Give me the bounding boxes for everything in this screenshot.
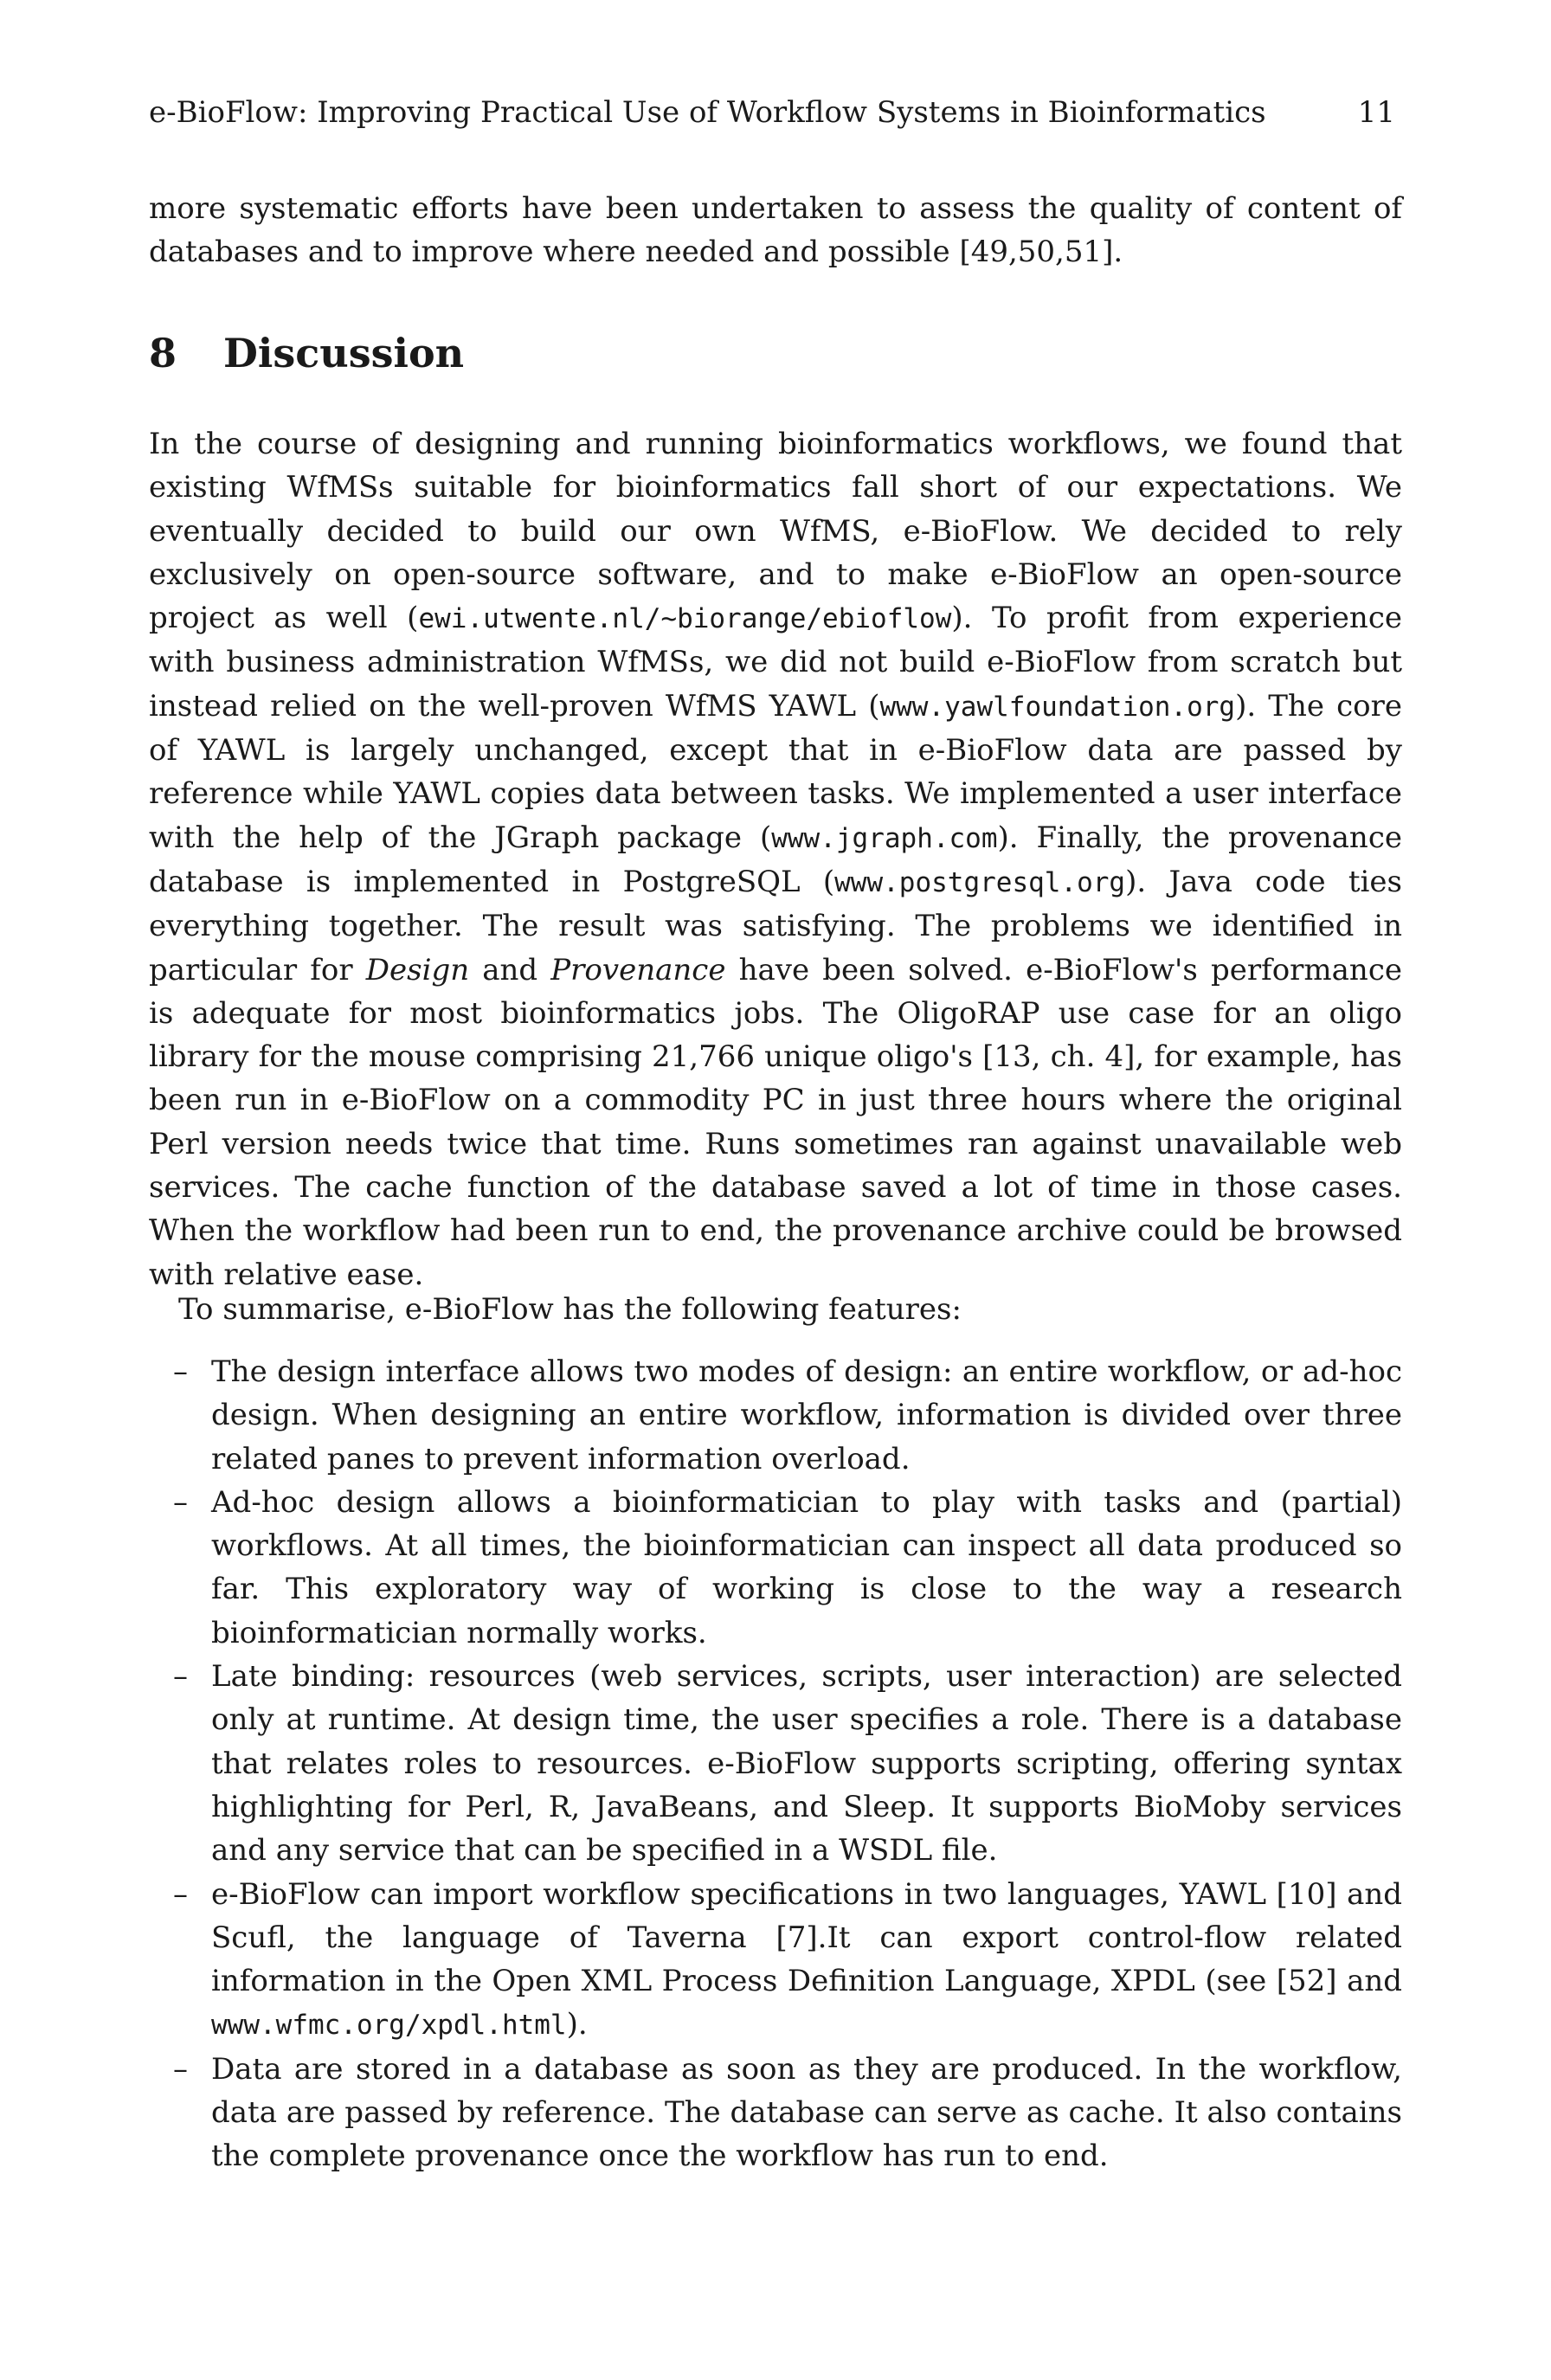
postgresql-url: www.postgresql.org — [834, 866, 1126, 898]
feature-late-binding: Late binding: resources (web services, scripts, user interaction) are selected only at runtime. At design time, the user specifies a role. There is a database that relates roles to resources. e-BioFlow supports scripting, offering syntax highlighting for Perl, R, JavaBeans, and Sleep. It supports BioMoby services and any service that can be specified in a WSDL file. — [211, 1659, 1402, 1869]
section-heading — [149, 327, 464, 379]
para1-text-6: and — [469, 952, 551, 987]
feature-list — [149, 1350, 1402, 2178]
para1-text-4: ). Finally, the provenance database is implemented in PostgreSQL ( — [149, 820, 1402, 899]
xpdl-url: www.wfmc.org/xpdl.html — [211, 2010, 567, 2042]
provenance-emphasis: Provenance — [550, 952, 726, 987]
yawl-url: www.yawlfoundation.org — [879, 691, 1236, 723]
para1-text-3: ). The core of YAWL is largely unchanged, except that in e-BioFlow data are passed by reference while YAWL copies data between tasks. We implemented a user interface with the help of the JGraph package ( — [149, 688, 1402, 855]
discussion-paragraph — [149, 422, 1402, 1296]
jgraph-url: www.jgraph.com — [771, 822, 998, 854]
section-title: Discussion — [223, 330, 465, 376]
para1-text-5: ). Java code ties everything together. The result was satisfying. The problems we identified in particular for — [149, 864, 1402, 987]
running-header — [149, 95, 1395, 130]
list-dash: – — [173, 1484, 188, 1520]
feature-ad-hoc-design: Ad-hoc design allows a bioinformatician to play with tasks and (partial) workflows. At all times, the bioinformatician can inspect all data produced so far. This exploratory way of working is close to the way a research bioinformatician normally works. — [211, 1484, 1402, 1650]
list-item — [149, 2048, 1402, 2178]
section-number: 8 — [149, 330, 177, 376]
design-emphasis: Design — [365, 952, 470, 987]
feature-data-storage: Data are stored in a database as soon as they are produced. In the workflow, data are passed by reference. The database can serve as cache. It also contains the complete provenance once the workflow has run to end. — [211, 2051, 1402, 2174]
intro-paragraph: more systematic efforts have been undertaken to assess the quality of content of databases and to improve where needed and possible [49,50,51]. — [149, 191, 1402, 270]
list-dash: – — [173, 2051, 188, 2087]
feature-import-export-end: ). — [566, 2007, 588, 2042]
para1-text-7: have been solved. e-BioFlow's performance is adequate for most bioinformatics jobs. The OligoRAP use case for an oligo library for the mouse comprising 21,766 unique oligo's [13, ch. 4], for example, has been run in e-BioFlow on a commodity PC in just three hours where the original Perl version needs twice that time. Runs sometimes ran against unavailable web services. The cache function of the database saved a lot of time in those cases. When the workflow had been run to end, the provenance archive could be browsed with relative ease. — [149, 952, 1402, 1292]
feature-import-export: e-BioFlow can import workflow specifications in two languages, YAWL [10] and Scufl, the language of Taverna [7].It can export control-flow related information in the Open XML Process Definition Language, XPDL (see [52] and — [211, 1876, 1402, 1999]
list-dash: – — [173, 1354, 188, 1389]
feature-design-interface: The design interface allows two modes of design: an entire workflow, or ad-hoc design. When designing an entire workflow, information is divided over three related panes to prevent information overload. — [211, 1354, 1402, 1476]
list-item — [149, 1350, 1402, 1481]
running-title: e-BioFlow: Improving Practical Use of Workflow Systems in Bioinformatics — [149, 95, 1266, 130]
list-dash: – — [173, 1876, 188, 1912]
project-url: ewi.utwente.nl/∼biorange/ebioflow — [418, 603, 952, 635]
list-item — [149, 1481, 1402, 1655]
list-dash: – — [173, 1659, 188, 1695]
summary-intro: To summarise, e-BioFlow has the following features: — [178, 1292, 962, 1327]
list-item — [149, 1655, 1402, 1872]
para1-text-1: In the course of designing and running bioinformatics workflows, we found that existing WfMSs suitable for bioinformatics fall short of our expectations. We eventually decided to build our own WfMS, e-BioFlow. We decided to rely exclusively on open-source software, and to make e-BioFlow an open-source project as well ( — [149, 427, 1402, 636]
page-number: 11 — [1357, 95, 1395, 130]
para1-text-2: ). To profit from experience with business administration WfMSs, we did not build e-BioFlow from scratch but instead relied on the well-proven WfMS YAWL ( — [149, 601, 1402, 724]
list-item — [149, 1873, 1402, 2048]
